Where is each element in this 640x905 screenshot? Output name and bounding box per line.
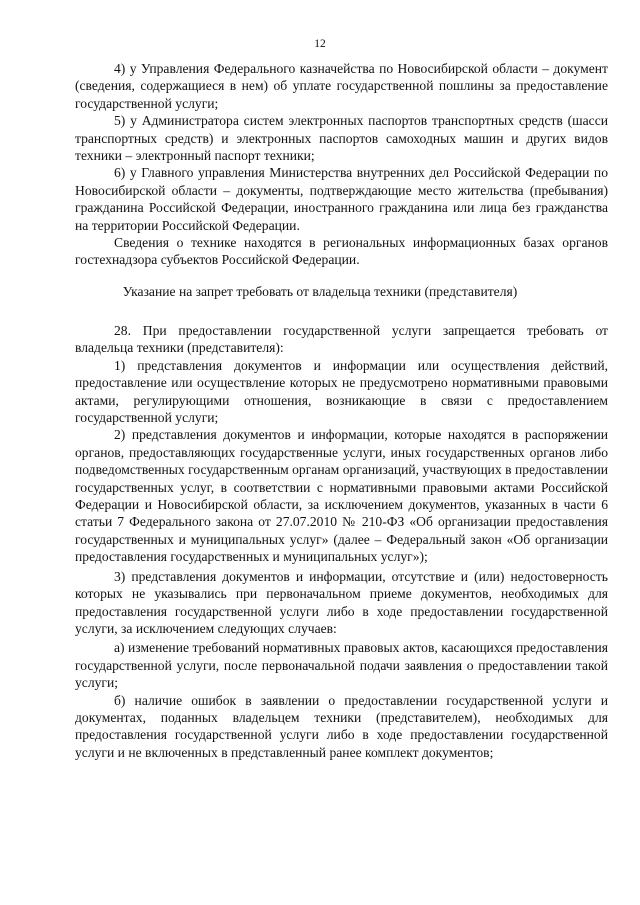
paragraph-item-6: 6) у Главного управления Министерства внутренних дел Российской Федерации по Новосибирской области – документы, подтверждающие место жительства (пребывания) гражданина Российской Федерации, иностранного гражданина или лица без гражданства на территории Российской Федерации. <box>75 165 608 233</box>
page-number: 12 <box>314 38 326 50</box>
paragraph-item-2: 2) представления документов и информации, которые находятся в распоряжении органов, предоставляющих государственные услуги, иных государственных органов либо подведомственных государственным органам организаций, участвующих в предоставлении государственных услуг, в соответствии с нормативными правовыми актами Российской Федерации и Новосибирской области, за исключением документов, указанных в части 6 статьи 7 Федерального закона от 27.07.2010 № 210-ФЗ «Об организации предоставления государственных и муниципальных услуг» (далее – Федеральный закон «Об организации предоставления государственных и муниципальных услуг»); <box>75 427 608 565</box>
paragraph-item-a: а) изменение требований нормативных правовых актов, касающихся предоставления государственной услуги, после первоначальной подачи заявления о предоставлении такой услуги; <box>75 640 608 691</box>
paragraph-item-3: 3) представления документов и информации, отсутствие и (или) недостоверность которых не указывались при первоначальном приеме документов, необходимых для предоставления государственной услуги либо в ходе предоставлении государственной услуги, за исключением следующих случаев: <box>75 568 608 636</box>
paragraph-item-5: 5) у Администратора систем электронных паспортов транспортных средств (шасси транспортных средств) и электронных паспортов самоходных машин и других видов техники – электронный паспорт техники; <box>75 113 608 164</box>
section-heading: Указание на запрет требовать от владельца техники (представителя) <box>122 284 518 299</box>
paragraph-item-4: 4) у Управления Федерального казначейства по Новосибирской области – документ (сведения, содержащиеся в нем) об уплате государственной пошлины за предоставление государственной услуги; <box>75 61 608 111</box>
paragraph-item-b: б) наличие ошибок в заявлении о предоставлении государственной услуги и документах, поданных владельцем техники (представителем), необходимых для предоставления государственной услуги либо в ходе предоставлении государственной услуги и не включенных в представленный ранее комплект документов; <box>75 692 608 760</box>
paragraph-tech-info: Сведения о технике находятся в региональных информационных базах органов гостехнадзора субъектов Российской Федерации. <box>75 235 608 268</box>
paragraph-28: 28. При предоставлении государственной услуги запрещается требовать от владельца техники (представителя): <box>75 323 608 356</box>
main-paragraphs <box>75 322 608 761</box>
top-paragraphs <box>75 60 608 269</box>
paragraph-item-1: 1) представления документов и информации или осуществления действий, предоставление или осуществление которых не предусмотрено нормативными правовыми актами, регулирующими отношения, возникающие в связи с предоставлением государственной услуги; <box>75 357 608 426</box>
